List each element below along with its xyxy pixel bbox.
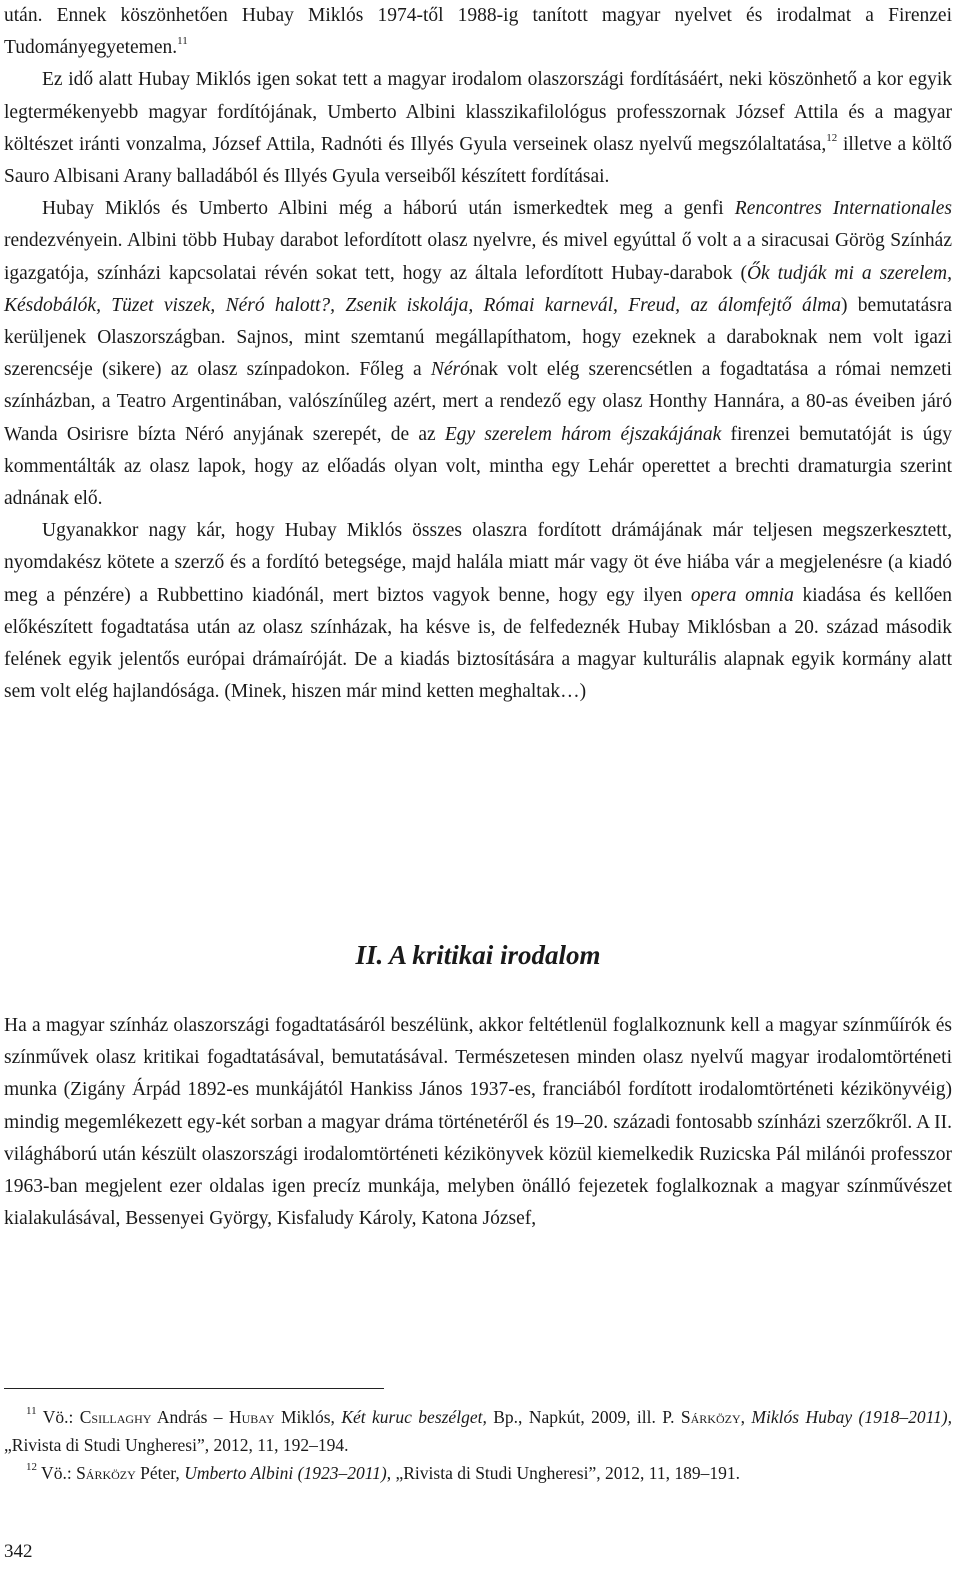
paragraph-2-text-b: illetve a költő Sauro Albisani Arany balladából és Illyés Gyula verseiből készített fordításai. [4, 133, 952, 188]
footnote-11-text-f: „Rivista di Studi Ungheresi”, 2012, 11, 192–194. [4, 1435, 349, 1455]
footnote-12 [4, 1459, 952, 1487]
paragraph-4 [4, 515, 952, 708]
footnotes [4, 1403, 952, 1487]
footnote-11-text-c: Miklós, [274, 1407, 342, 1427]
paragraph-3-italic-1: Rencontres Internationales [734, 198, 952, 220]
paragraph-3-text-d: nak volt elég szerencsétlen a fogadtatása a római nemzeti színházban, a Teatro Argentinában, valószínűleg azért, mert a rendező egy olasz Honthy Hannára, a 80-as éveiben járó Wanda Osirisre bízta Néró anyjának szerepét, de az [4, 359, 952, 445]
paragraph-3-text-b: rendezvényein. Albini több Hubay darabot lefordított olasz nyelvre, és mivel egyúttal ő volt a a siracusai Görög Színház igazgatója, színházi kapcsolatai révén sokat tett, hogy az általa lefordított Hubay-darabok ( [4, 230, 952, 284]
paragraph-3 [4, 193, 952, 515]
footnote-12-text: Vö.: [37, 1463, 77, 1483]
paragraph-3-italic-2: Ők tudják mi a szerelem, Késdobálók, Tüzet viszek, Néró halott?, Zsenik iskolája, Római karnevál, Freud, az álomfejtő álma [4, 262, 952, 316]
paragraph-3-text-c: ) bemutatásra kerüljenek Olaszországban. Sajnos, mint szemtanú megállapíthatom, hogy ezeknek a daraboknak nem volt igazi szerencséje (sikere) az olasz színpadokon. Főleg a [4, 294, 952, 381]
footnote-11-author-1: Csillaghy [79, 1407, 152, 1427]
paragraph-5: Ha a magyar színház olaszországi fogadtatásáról beszélünk, akkor feltétlenül foglalkoznunk kell a magyar színműírók és színművek olasz kritikai fogadtatásával, bemutatásával. Természetesen minden olasz nyelvű magyar irodalomtörténeti munka (Zigány Árpád 1892-es munkájától Hankiss János 1937-es, franciából fordított irodalomtörténeti kézikönyvéig) mindig megemlékezett egy-két sorban a magyar dráma történetéről és 19–20. századi fontosabb színházi szerzőkről. A II. világháború után készült olaszországi irodalomtörténeti kézikönyvek közül kiemelkedik Ruzicska Pál milánói professzor 1963-ban megjelent ezer oldalas igen precíz munkája, melyben önálló fejezetek foglalkoznak a magyar színművészet kialakulásával, Bessenyei György, Kisfaludy Károly, Katona József, [4, 1015, 952, 1230]
footnote-11-title-1: Két kuruc beszélget, [341, 1407, 487, 1427]
footnote-12-number: 12 [26, 1461, 37, 1473]
paragraph-3-text-a: Hubay Miklós és Umberto Albini még a háború után ismerkedtek meg a genfi [42, 198, 735, 220]
footnote-11-text-b: András – [151, 1407, 229, 1427]
main-text-upper [4, 0, 952, 708]
paragraph-3-italic-4: Egy szerelem három éjszakájának [444, 423, 722, 445]
paragraph-4-text-a: Ugyanakkor nagy kár, hogy Hubay Miklós összes olaszra fordított drámájának már teljesen megszerkesztett, nyomdakész kötete a szerző és a fordító betegsége, majd halála miatt már vagy öt éve hiába vár a megjelenésre (a kiadó meg a pénzére) a Rubbettino kiadónál, mert biztos vagyok benne, hogy egy ilyen [4, 520, 952, 606]
footnote-11-text: Vö.: [36, 1407, 80, 1427]
footnote-12-text-c: , „Rivista di Studi Ungheresi”, 2012, 11, 189–191. [386, 1463, 740, 1483]
footnote-ref-12[interactable]: 12 [826, 131, 838, 144]
footnote-ref-11[interactable]: 11 [177, 35, 188, 48]
paragraph-1 [4, 0, 952, 64]
footnote-divider [4, 1388, 384, 1389]
footnote-12-title: Umberto Albini (1923–2011) [184, 1463, 387, 1483]
section-heading: II. A kritikai irodalom [355, 940, 601, 970]
footnote-11-title-2: Miklós Hubay (1918–2011), [751, 1407, 952, 1427]
footnote-11-number: 11 [26, 1405, 37, 1417]
footnote-12-text-b: Péter, [135, 1463, 185, 1483]
footnote-11-text-e: , [740, 1407, 752, 1427]
paragraph-2-text-a: Ez idő alatt Hubay Miklós igen sokat tett a magyar irodalom olaszországi fordításáért, neki köszönhető a kor egyik legtermékenyebb magyar fordítójának, Umberto Albini klasszikafilológus professzornak József Attila és a magyar költészet iránti vonzalma, József Attila, Radnóti és Illyés Gyula verseinek olasz nyelvű megszólaltatása, [4, 69, 952, 155]
footnote-11-author-2: Hubay [228, 1407, 275, 1427]
paragraph-4-text-b: kiadása és kellően előkészített fogadtatása után az olasz színházak, ha késve is, de felfedeznék Hubay Miklósban a 20. század második felének egyik jelentős európai drámaíróját. De a kiadás biztosítására a magyar kulturális alapnak egyik kormány alatt sem volt elég hajlandósága. (Minek, hiszen már mind ketten meghaltak…) [4, 584, 952, 703]
paragraph-2 [4, 64, 952, 193]
paragraph-3-text-e: firenzei bemutatóját is úgy kommentálták az olasz lapok, hogy az előadás olyan volt, mintha egy Lehár operettet a brechti dramaturgia szerint adnának elő. [4, 423, 952, 510]
footnote-11 [4, 1403, 952, 1459]
footnote-11-text-d: Bp., Napkút, 2009, ill. P. [486, 1407, 681, 1427]
page-number: 342 [4, 1541, 33, 1562]
footnote-11-author-3: Sárközy [680, 1407, 741, 1427]
paragraph-3-italic-3: Néró [430, 359, 470, 381]
paragraph-1-text: után. Ennek köszönhetően Hubay Miklós 1974-től 1988-ig tanított magyar nyelvet és irodalmat a Firenzei Tudományegyetemen. [4, 5, 952, 59]
footnote-12-author: Sárközy [76, 1463, 136, 1483]
paragraph-4-italic-1: opera omnia [690, 584, 794, 606]
main-text-lower [4, 1010, 952, 1235]
